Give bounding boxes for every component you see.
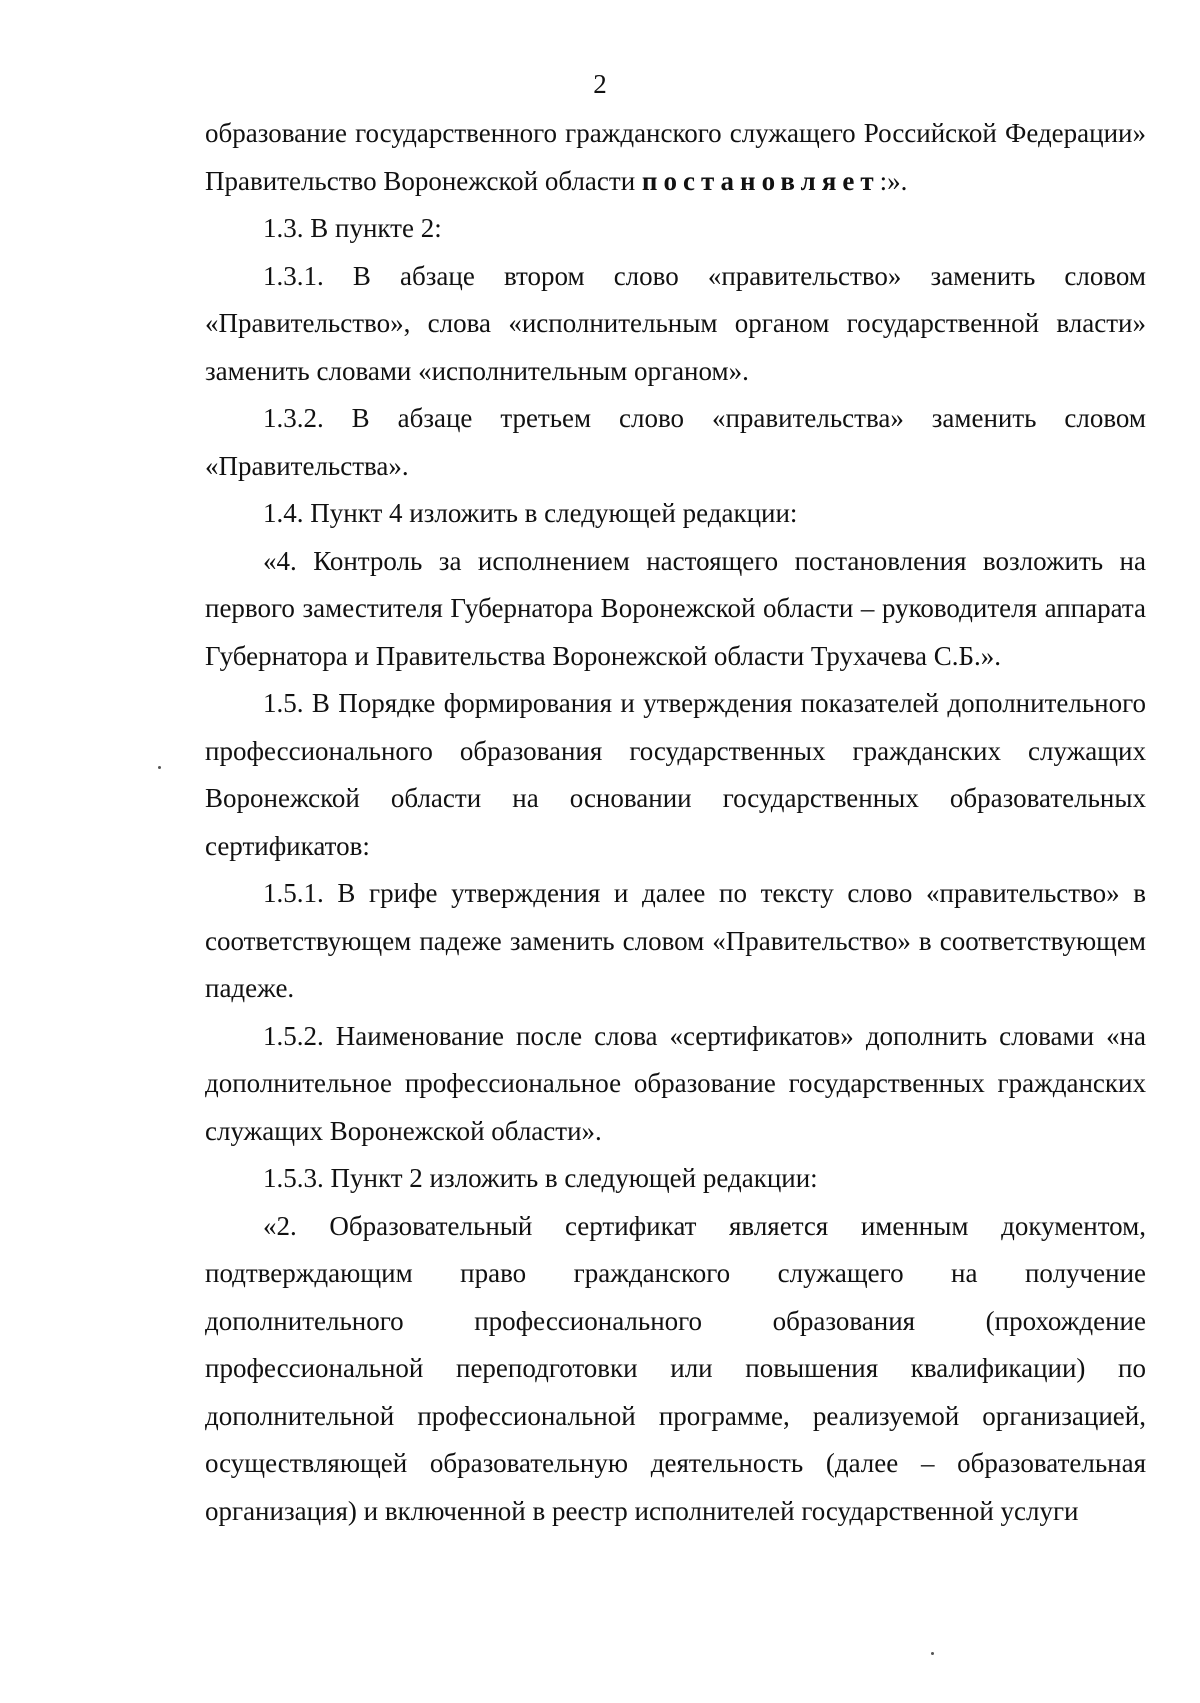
paragraph-continuation xyxy=(205,110,1146,205)
paragraph-1-3: 1.3. В пункте 2: xyxy=(263,213,442,243)
paragraph-text: образование государственного гражданского служащего Российской Федерации» Правительство Воронежской области xyxy=(205,118,1146,196)
paragraph-1-5: 1.5. В Порядке формирования и утверждения показателей дополнительного профессионального образования государственных гражданских служащих Воронежской области на основании государственных образовательных сертификатов: xyxy=(205,688,1146,861)
paragraph-1-3-2: 1.3.2. В абзаце третьем слово «правительства» заменить словом «Правительства». xyxy=(205,403,1146,481)
paragraph-quote-4: «4. Контроль за исполнением настоящего постановления возложить на первого заместителя Губернатора Воронежской области – руководителя аппарата Губернатора и Правительства Воронежской области Трухачева С.Б.». xyxy=(205,545,1146,671)
document-body xyxy=(205,110,1146,1535)
paragraph-1-5-2: 1.5.2. Наименование после слова «сертификатов» дополнить словами «на дополнительное профессиональное образование государственных гражданских служащих Воронежской области». xyxy=(205,1020,1146,1146)
paragraph-1-5-1: 1.5.1. В грифе утверждения и далее по тексту слово «правительство» в соответствующем падеже заменить словом «Правительство» в соответствующем падеже. xyxy=(205,878,1146,1003)
paragraph-1-3-1: 1.3.1. В абзаце втором слово «правительство» заменить словом «Правительство», слова «исполнительным органом государственной власти» заменить словами «исполнительным органом». xyxy=(205,260,1146,386)
emphasized-word: постановляет xyxy=(641,165,880,196)
paragraph-quote-2: «2. Образовательный сертификат является именным документом, подтверждающим право гражданского служащего на получение дополнительного профессионального образования (прохождение профессиональной переподготовки или повышения квалификации) по дополнительной профессиональной программе, реализуемой организацией, осуществляющей образовательную деятельность (далее – образовательная организация) и включенной в реестр исполнителей государственной услуги xyxy=(205,1210,1146,1526)
page-number: 2 xyxy=(593,69,607,99)
paragraph-tail: :». xyxy=(879,165,908,196)
scan-speck xyxy=(158,766,161,769)
paragraph-1-5-3: 1.5.3. Пункт 2 изложить в следующей редакции: xyxy=(263,1163,818,1193)
scan-speck xyxy=(931,1652,934,1655)
paragraph-1-4: 1.4. Пункт 4 изложить в следующей редакции: xyxy=(263,498,798,528)
